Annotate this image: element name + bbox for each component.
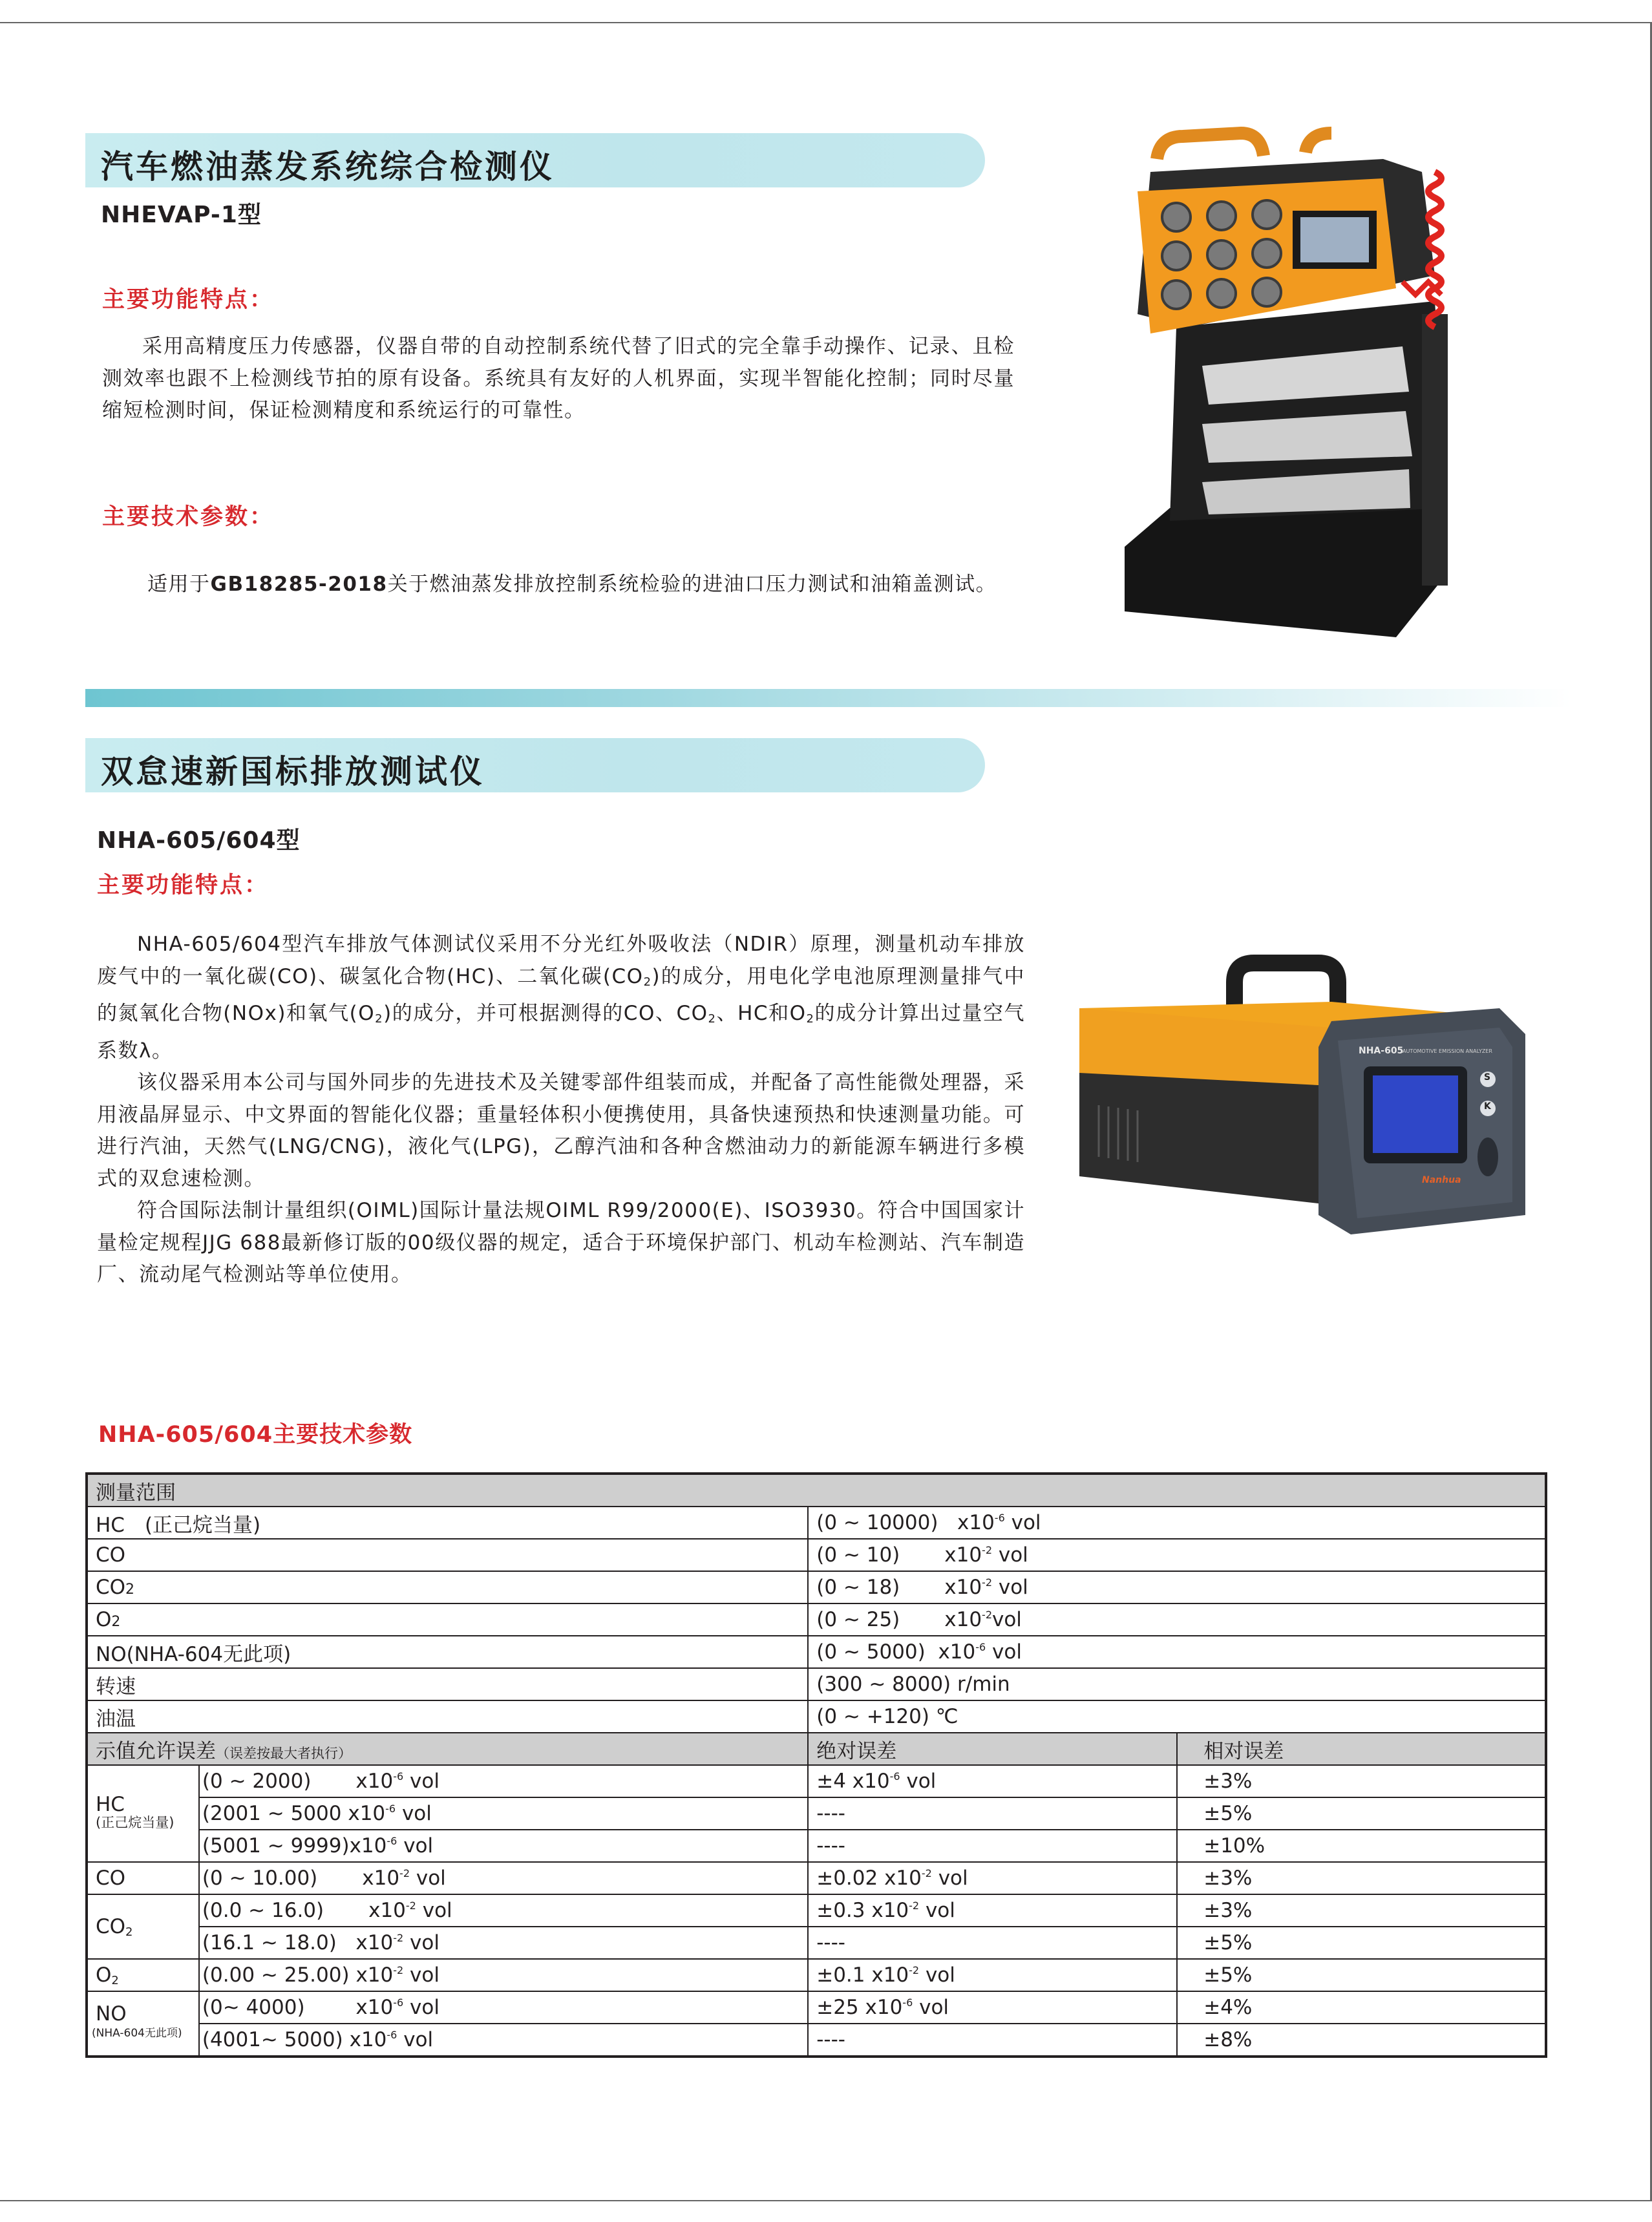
rel-header: 相对误差 — [1177, 1733, 1546, 1765]
table-row: $CO_2$ (0.0 ~ 16.0) $x10^{-2}$ vol ±0.3 $x10^{-2}$ vol ±3% — [87, 1894, 1546, 1927]
section2-paragraph-2: 该仪器采用本公司与国外同步的先进技术及关键零部件组装而成，并配备了高性能微处理器，采用液晶屏显示、中文界面的智能化仪器；重量轻体积小便携使用，具备快速预热和快速测量功能。可进行汽油，天然气(LNG/CNG)，液化气(LPG)，乙醇汽油和各种含燃油动力的新能源车辆进行多模式的双怠速检测。 — [97, 1071, 1025, 1190]
range-header: 测量范围 — [87, 1474, 1546, 1507]
page-frame-top — [0, 22, 1652, 23]
err-header: 示值允许误差 — [96, 1739, 216, 1763]
device-subtitle: AUTOMOTIVE EMISSION ANALYZER — [1403, 1048, 1492, 1054]
section1-title-bar — [85, 133, 985, 187]
table-row: (16.1 ~ 18.0) $x10^{-2}$ vol ---- ±5% — [87, 1927, 1546, 1959]
table-row: 油温 (0 ~ +120) ℃ — [87, 1700, 1546, 1733]
device-model-label: NHA-605 — [1359, 1046, 1404, 1056]
section2-features-heading: 主要功能特点： — [97, 873, 270, 898]
section-divider — [85, 689, 1572, 707]
table-row — [87, 1733, 1546, 1765]
table-row: CO (0 ~ 10.00) $x10^{-2}$ vol ±0.02 $x10^{-2}$ vol ±3% — [87, 1862, 1546, 1894]
device-key-s: S — [1484, 1072, 1491, 1083]
section2-features-text — [97, 929, 1025, 1291]
abs-header: 绝对误差 — [808, 1733, 1177, 1765]
table-row: O2 (0 ~ 25) $x10^{-2}vol$ — [87, 1603, 1546, 1636]
table-row: HC (正己烷当量) (0 ~ 2000) $x10^{-6}$ vol ±4 $x10^{-6}$ vol ±3% — [87, 1765, 1546, 1797]
section1-model: NHEVAP-1型 — [101, 202, 262, 228]
section1-features-heading: 主要功能特点： — [102, 287, 275, 313]
evap-tester-image — [1112, 120, 1474, 650]
err-header-note: （误差按最大者执行） — [216, 1745, 352, 1761]
table-row — [87, 1474, 1546, 1507]
table-row: NO(NHA-604无此项) (0 ~ 5000) $x10^{-6}$ vol — [87, 1636, 1546, 1668]
table-row: HC (正己烷当量) (0 ~ 10000) $x10^{-6}$ vol — [87, 1507, 1546, 1539]
table-row: CO (0 ~ 10) $x10^{-2}$ vol — [87, 1539, 1546, 1571]
device-brand: Nanhua — [1422, 1175, 1461, 1185]
table-row: $O_2$ (0.00 ~ 25.00) $x10^{-2}$ vol ±0.1 $x10^{-2}$ vol ±5% — [87, 1959, 1546, 1991]
device-key-k: K — [1484, 1101, 1491, 1112]
table-row: 转速 (300 ~ 8000) r/min — [87, 1668, 1546, 1700]
page-frame-bottom — [0, 2200, 1652, 2201]
section1-title: 汽车燃油蒸发系统综合检测仪 — [101, 148, 555, 185]
section2-paragraph-3: 符合国际法制计量组织(OIML)国际计量法规OIML R99/2000(E)、ISO3930。符合中国国家计量检定规程JJG 688最新修订版的00级仪器的规定，适合于环境保护部门、机动车检测站、汽车制造厂、流动尾气检测站等单位使用。 — [97, 1199, 1025, 1286]
table-row: CO2 (0 ~ 18) $x10^{-2}$ vol — [87, 1571, 1546, 1603]
section2-title: 双怠速新国标排放测试仪 — [101, 753, 485, 790]
section1-params-text: 适用于GB18285-2018关于燃油蒸发排放控制系统检验的进油口压力测试和油箱盖测试。 — [147, 573, 997, 596]
emission-analyzer-image — [1060, 944, 1538, 1241]
table-heading: NHA-605/604主要技术参数 — [98, 1422, 413, 1448]
section1-params-heading: 主要技术参数： — [102, 504, 275, 530]
section2-title-bar — [85, 738, 985, 792]
table-row: (2001 ~ 5000 $x10^{-6}$ vol ---- ±5% — [87, 1797, 1546, 1830]
spec-table — [85, 1472, 1547, 2058]
section2-model: NHA-605/604型 — [97, 827, 301, 854]
table-row: NO (NHA-604无此项) (0~ 4000) $x10^{-6}$ vol ±25 $x10^{-6}$ vol ±4% — [87, 1991, 1546, 2024]
section1-features-text: 采用高精度压力传感器，仪器自带的自动控制系统代替了旧式的完全靠手动操作、记录、且检测效率也跟不上检测线节拍的原有设备。系统具有友好的人机界面，实现半智能化控制；同时尽量缩短检测时间，保证检测精度和系统运行的可靠性。 — [102, 335, 1015, 422]
table-row: (4001~ 5000) $x10^{-6}$ vol ---- ±8% — [87, 2024, 1546, 2057]
section2-paragraph-1: NHA-605/604型汽车排放气体测试仪采用不分光红外吸收法（NDIR）原理，测量机动车排放废气中的一氧化碳(CO)、碳氢化合物(HC)、二氧化碳$(CO_2)$的成分，用电化学电池原理测量排气中的氮氧化合物(NOx)和氧气$(O_2)$的成分，并可根据测得的CO、$CO_2$、HC和$O_2$的成分计算出过量空气系数λ。 — [97, 933, 1026, 1063]
table-row: (5001 ~ $9999)x10^{-6}$ vol ---- ±10% — [87, 1830, 1546, 1862]
